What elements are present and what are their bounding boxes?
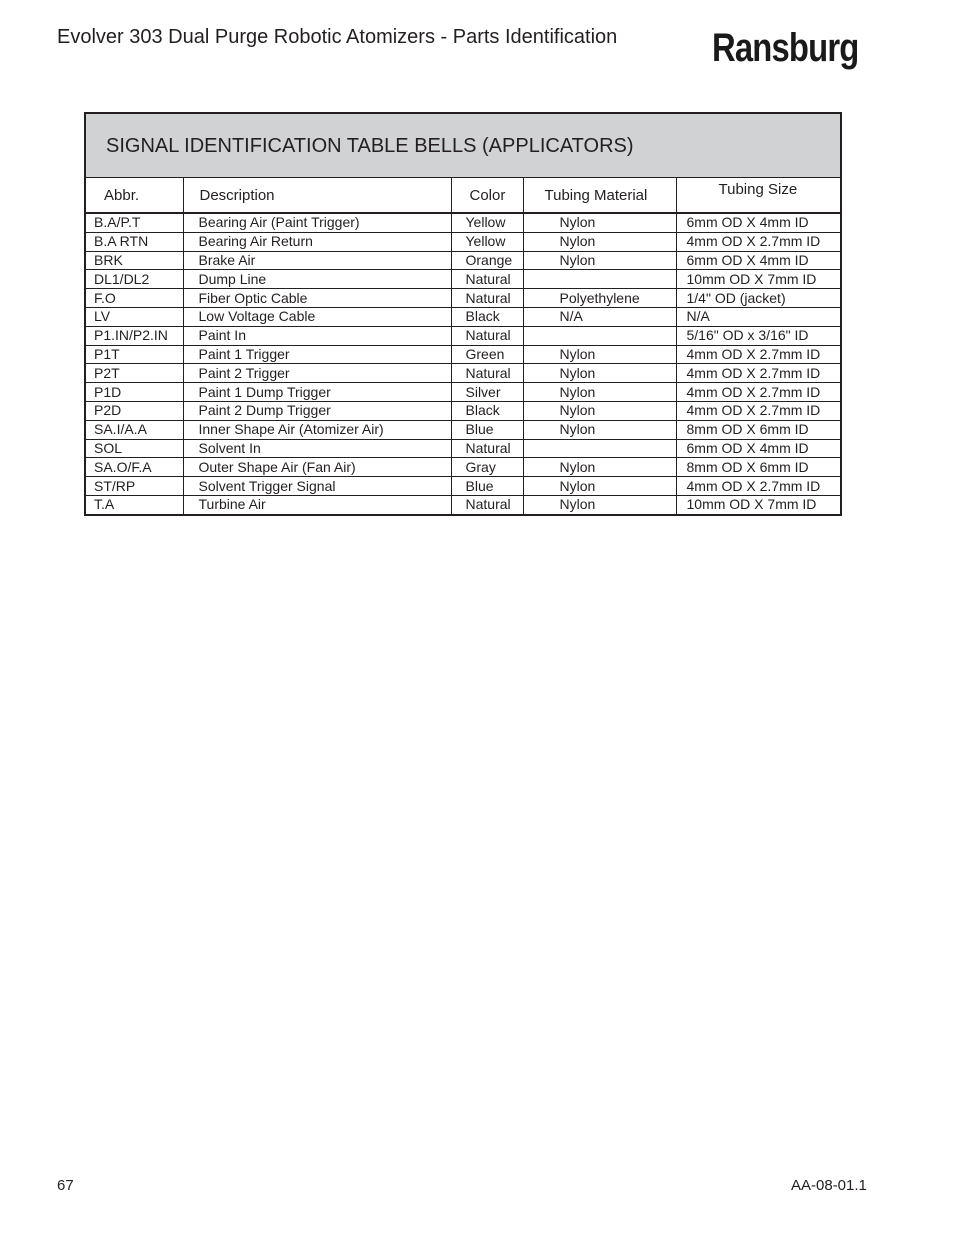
- cell-description: Outer Shape Air (Fan Air): [183, 458, 451, 477]
- cell-color: Yellow: [451, 232, 523, 251]
- cell-tubing-size: 6mm OD X 4mm ID: [676, 251, 840, 270]
- cell-tubing-size: 4mm OD X 2.7mm ID: [676, 345, 840, 364]
- page-number: 67: [57, 1177, 74, 1194]
- cell-description: Dump Line: [183, 270, 451, 289]
- column-header-color: Color: [451, 178, 523, 213]
- cell-description: Solvent In: [183, 439, 451, 458]
- cell-tubing-size: 10mm OD X 7mm ID: [676, 270, 840, 289]
- cell-tubing-material: Nylon: [523, 495, 676, 513]
- cell-color: Blue: [451, 477, 523, 496]
- cell-color: Green: [451, 345, 523, 364]
- cell-color: Silver: [451, 383, 523, 402]
- table-row: [86, 307, 840, 326]
- cell-tubing-material: Polyethylene: [523, 289, 676, 308]
- table-row: [86, 251, 840, 270]
- table-row: [86, 232, 840, 251]
- page-title: Evolver 303 Dual Purge Robotic Atomizers - Parts Identification: [57, 26, 618, 48]
- cell-description: Brake Air: [183, 251, 451, 270]
- table-row: [86, 495, 840, 513]
- cell-tubing-material: Nylon: [523, 383, 676, 402]
- cell-abbr: SA.I/A.A: [86, 420, 183, 439]
- cell-abbr: P1.IN/P2.IN: [86, 326, 183, 345]
- table-row: [86, 345, 840, 364]
- table-row: [86, 270, 840, 289]
- cell-tubing-material: Nylon: [523, 213, 676, 232]
- cell-description: Paint 1 Dump Trigger: [183, 383, 451, 402]
- cell-abbr: LV: [86, 307, 183, 326]
- cell-color: Orange: [451, 251, 523, 270]
- table-header-row: [86, 178, 840, 213]
- table-row: [86, 289, 840, 308]
- cell-tubing-material: [523, 439, 676, 458]
- signal-identification-table: [84, 112, 842, 516]
- cell-description: Paint In: [183, 326, 451, 345]
- cell-abbr: BRK: [86, 251, 183, 270]
- cell-color: Blue: [451, 420, 523, 439]
- cell-tubing-material: Nylon: [523, 232, 676, 251]
- cell-color: Black: [451, 307, 523, 326]
- table-row: [86, 477, 840, 496]
- cell-color: Natural: [451, 289, 523, 308]
- cell-abbr: SA.O/F.A: [86, 458, 183, 477]
- table-row: [86, 439, 840, 458]
- cell-tubing-material: N/A: [523, 307, 676, 326]
- table-row: [86, 401, 840, 420]
- cell-color: Natural: [451, 270, 523, 289]
- cell-tubing-size: 4mm OD X 2.7mm ID: [676, 477, 840, 496]
- cell-tubing-material: Nylon: [523, 345, 676, 364]
- cell-abbr: F.O: [86, 289, 183, 308]
- table-row: [86, 326, 840, 345]
- cell-tubing-size: N/A: [676, 307, 840, 326]
- cell-tubing-size: 4mm OD X 2.7mm ID: [676, 232, 840, 251]
- cell-color: Natural: [451, 364, 523, 383]
- cell-color: Gray: [451, 458, 523, 477]
- column-header-abbr: Abbr.: [86, 178, 183, 213]
- cell-tubing-material: Nylon: [523, 401, 676, 420]
- cell-tubing-size: 6mm OD X 4mm ID: [676, 213, 840, 232]
- cell-abbr: P2D: [86, 401, 183, 420]
- cell-tubing-size: 8mm OD X 6mm ID: [676, 458, 840, 477]
- cell-description: Paint 2 Trigger: [183, 364, 451, 383]
- cell-abbr: P1D: [86, 383, 183, 402]
- cell-tubing-size: 6mm OD X 4mm ID: [676, 439, 840, 458]
- ransburg-logo: Ransburg: [712, 26, 859, 70]
- cell-tubing-material: Nylon: [523, 458, 676, 477]
- cell-color: Natural: [451, 439, 523, 458]
- cell-color: Black: [451, 401, 523, 420]
- table-row: [86, 364, 840, 383]
- cell-description: Paint 1 Trigger: [183, 345, 451, 364]
- cell-color: Natural: [451, 326, 523, 345]
- cell-description: Bearing Air Return: [183, 232, 451, 251]
- cell-tubing-material: [523, 270, 676, 289]
- cell-description: Bearing Air (Paint Trigger): [183, 213, 451, 232]
- cell-abbr: T.A: [86, 495, 183, 513]
- table-row: [86, 458, 840, 477]
- cell-tubing-size: 10mm OD X 7mm ID: [686, 496, 817, 513]
- cell-abbr: DL1/DL2: [86, 270, 183, 289]
- cell-tubing-size: 1/4" OD (jacket): [676, 289, 840, 308]
- cell-abbr: B.A RTN: [86, 232, 183, 251]
- cell-tubing-material: Nylon: [523, 477, 676, 496]
- cell-tubing-size: 4mm OD X 2.7mm ID: [676, 401, 840, 420]
- table-title: SIGNAL IDENTIFICATION TABLE BELLS (APPLICATORS): [86, 114, 840, 178]
- cell-tubing-material: Nylon: [523, 364, 676, 383]
- cell-tubing-size: 4mm OD X 2.7mm ID: [676, 383, 840, 402]
- document-code: AA-08-01.1: [791, 1177, 867, 1194]
- table-row: [86, 213, 840, 232]
- cell-tubing-material: Nylon: [523, 420, 676, 439]
- cell-description: Paint 2 Dump Trigger: [183, 401, 451, 420]
- cell-tubing-size: 8mm OD X 6mm ID: [676, 420, 840, 439]
- cell-description: Low Voltage Cable: [183, 307, 451, 326]
- cell-description: Fiber Optic Cable: [183, 289, 451, 308]
- table-row: [86, 383, 840, 402]
- cell-tubing-size: 5/16" OD x 3/16" ID: [676, 326, 840, 345]
- column-header-tubing-size: Tubing Size: [676, 178, 840, 213]
- cell-description: Solvent Trigger Signal: [183, 477, 451, 496]
- cell-abbr: ST/RP: [86, 477, 183, 496]
- cell-tubing-size: 4mm OD X 2.7mm ID: [676, 364, 840, 383]
- cell-abbr: B.A/P.T: [86, 213, 183, 232]
- cell-tubing-material: Nylon: [523, 251, 676, 270]
- table-row: [86, 420, 840, 439]
- cell-abbr: SOL: [86, 439, 183, 458]
- cell-tubing-material: [523, 326, 676, 345]
- cell-color: Yellow: [451, 213, 523, 232]
- column-header-tubing-material: Tubing Material: [523, 178, 676, 213]
- column-header-description: Description: [183, 178, 451, 213]
- cell-description: Turbine Air: [183, 495, 451, 513]
- cell-color: Natural: [451, 495, 523, 513]
- cell-abbr: P2T: [86, 364, 183, 383]
- cell-abbr: P1T: [86, 345, 183, 364]
- cell-description: Inner Shape Air (Atomizer Air): [183, 420, 451, 439]
